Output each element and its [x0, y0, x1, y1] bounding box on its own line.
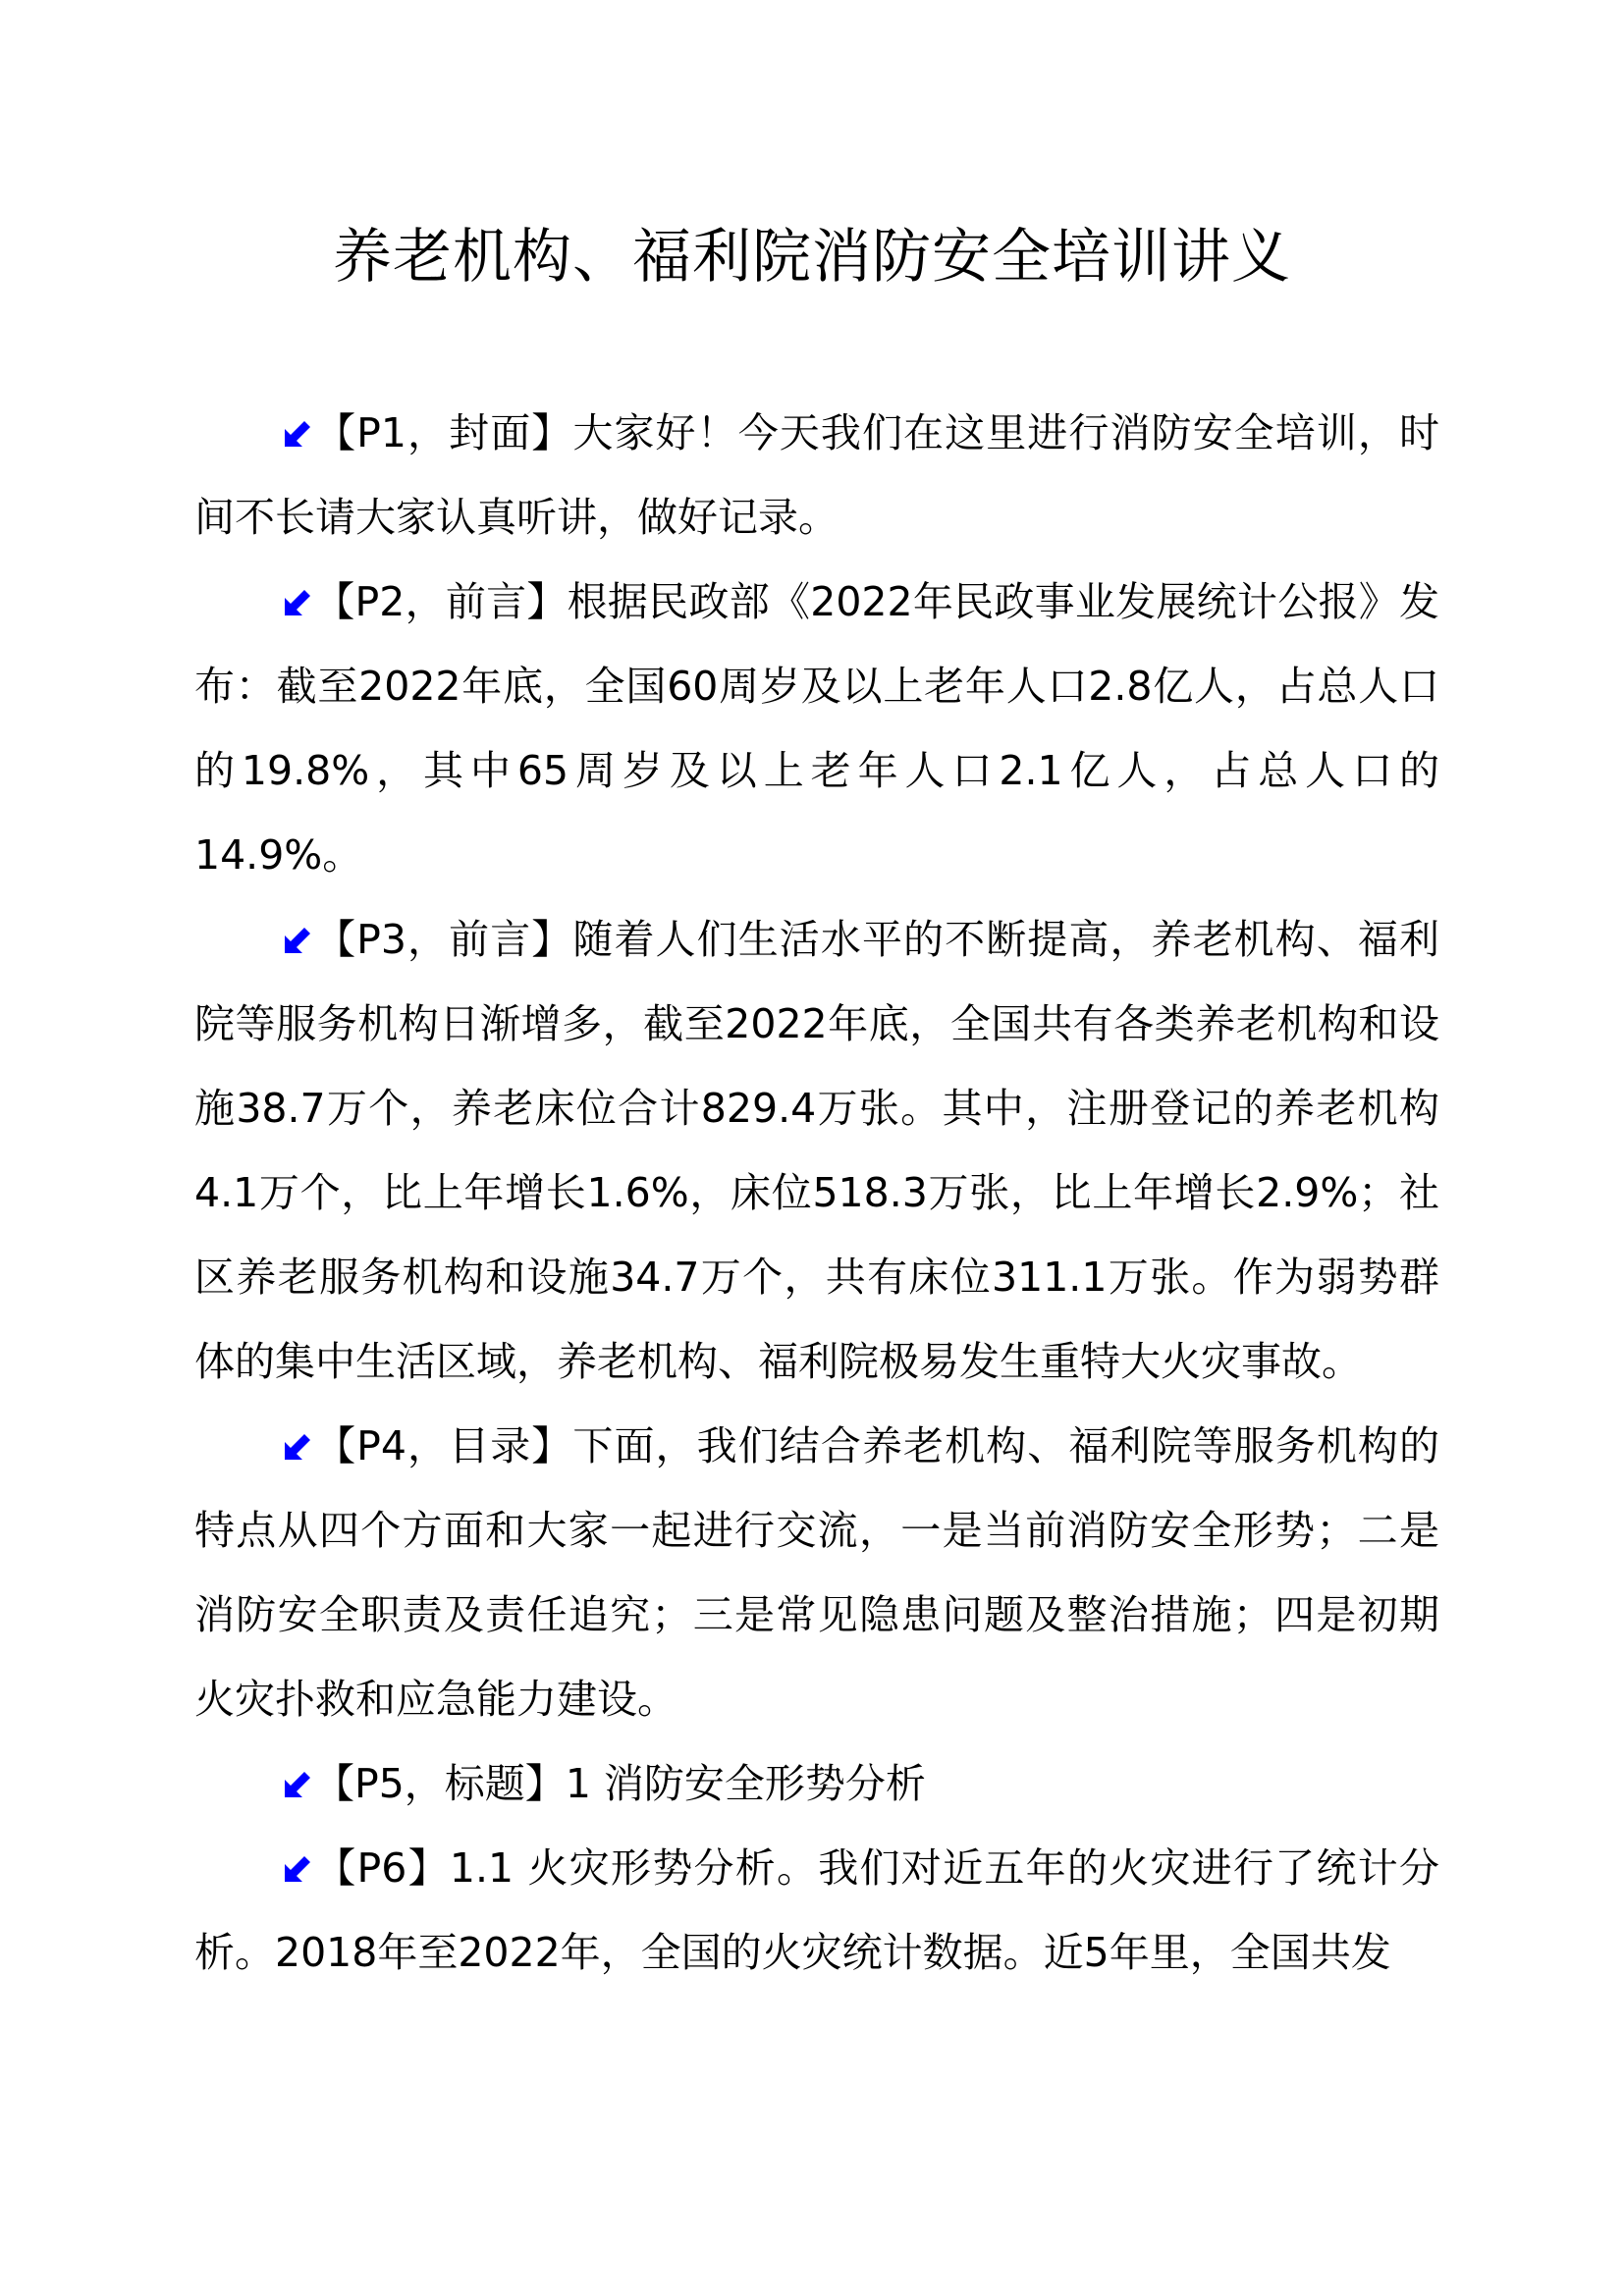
- paragraph-tag: 【P1，封面】: [314, 409, 573, 456]
- paragraph-tag: 【P6】: [314, 1844, 450, 1892]
- arrow-down-left-icon: [283, 588, 312, 617]
- paragraph-p5: [194, 1741, 1439, 1826]
- paragraph-tag: 【P5，标题】: [314, 1760, 566, 1807]
- paragraph-text: 根据民政部《2022年民政事业发展统计公报》发布：截至2022年底，全国60周岁及以上老年人口2.8亿人，占总人口的19.8%，其中65周岁及以上老年人口2.1亿人，占总人口的14.9%。: [194, 578, 1439, 879]
- document-title: 养老机构、福利院消防安全培训讲义: [333, 223, 1291, 292]
- paragraph-p6: [194, 1826, 1439, 1995]
- arrow-down-left-icon: [283, 419, 312, 449]
- arrow-down-left-icon: [283, 1770, 312, 1799]
- paragraph-p3: [194, 897, 1439, 1404]
- paragraph-text: 随着人们生活水平的不断提高，养老机构、福利院等服务机构日渐增多，截至2022年底，全国共有各类养老机构和设施38.7万个，养老床位合计829.4万张。其中，注册登记的养老机构4.1万个，比上年增长1.6%，床位518.3万张，比上年增长2.9%；社区养老服务机构和设施34.7万个，共有床位311.1万张。作为弱势群体的集中生活区域，养老机构、福利院极易发生重特大火灾事故。: [194, 916, 1440, 1385]
- paragraph-text: 1 消防安全形势分析: [565, 1760, 926, 1807]
- paragraph-p4: [194, 1404, 1439, 1741]
- document-body: [194, 391, 1439, 1995]
- paragraph-p2: [194, 560, 1439, 897]
- paragraph-tag: 【P4，目录】: [314, 1422, 573, 1469]
- paragraph-tag: 【P3，前言】: [314, 916, 573, 963]
- paragraph-text: 1.1 火灾形势分析。我们对近五年的火灾进行了统计分析。2018年至2022年，全国的火灾统计数据。近5年里，全国共发: [194, 1844, 1440, 1976]
- paragraph-tag: 【P2，前言】: [314, 578, 568, 625]
- arrow-down-left-icon: [283, 926, 312, 955]
- paragraph-text: 大家好！今天我们在这里进行消防安全培训，时间不长请大家认真听讲，做好记录。: [194, 409, 1440, 541]
- paragraph-p1: [194, 391, 1439, 560]
- arrow-down-left-icon: [283, 1854, 312, 1884]
- paragraph-text: 下面，我们结合养老机构、福利院等服务机构的特点从四个方面和大家一起进行交流，一是当前消防安全形势；二是消防安全职责及责任追究；三是常见隐患问题及整治措施；四是初期火灾扑救和应急能力建设。: [194, 1422, 1440, 1723]
- arrow-down-left-icon: [283, 1432, 312, 1462]
